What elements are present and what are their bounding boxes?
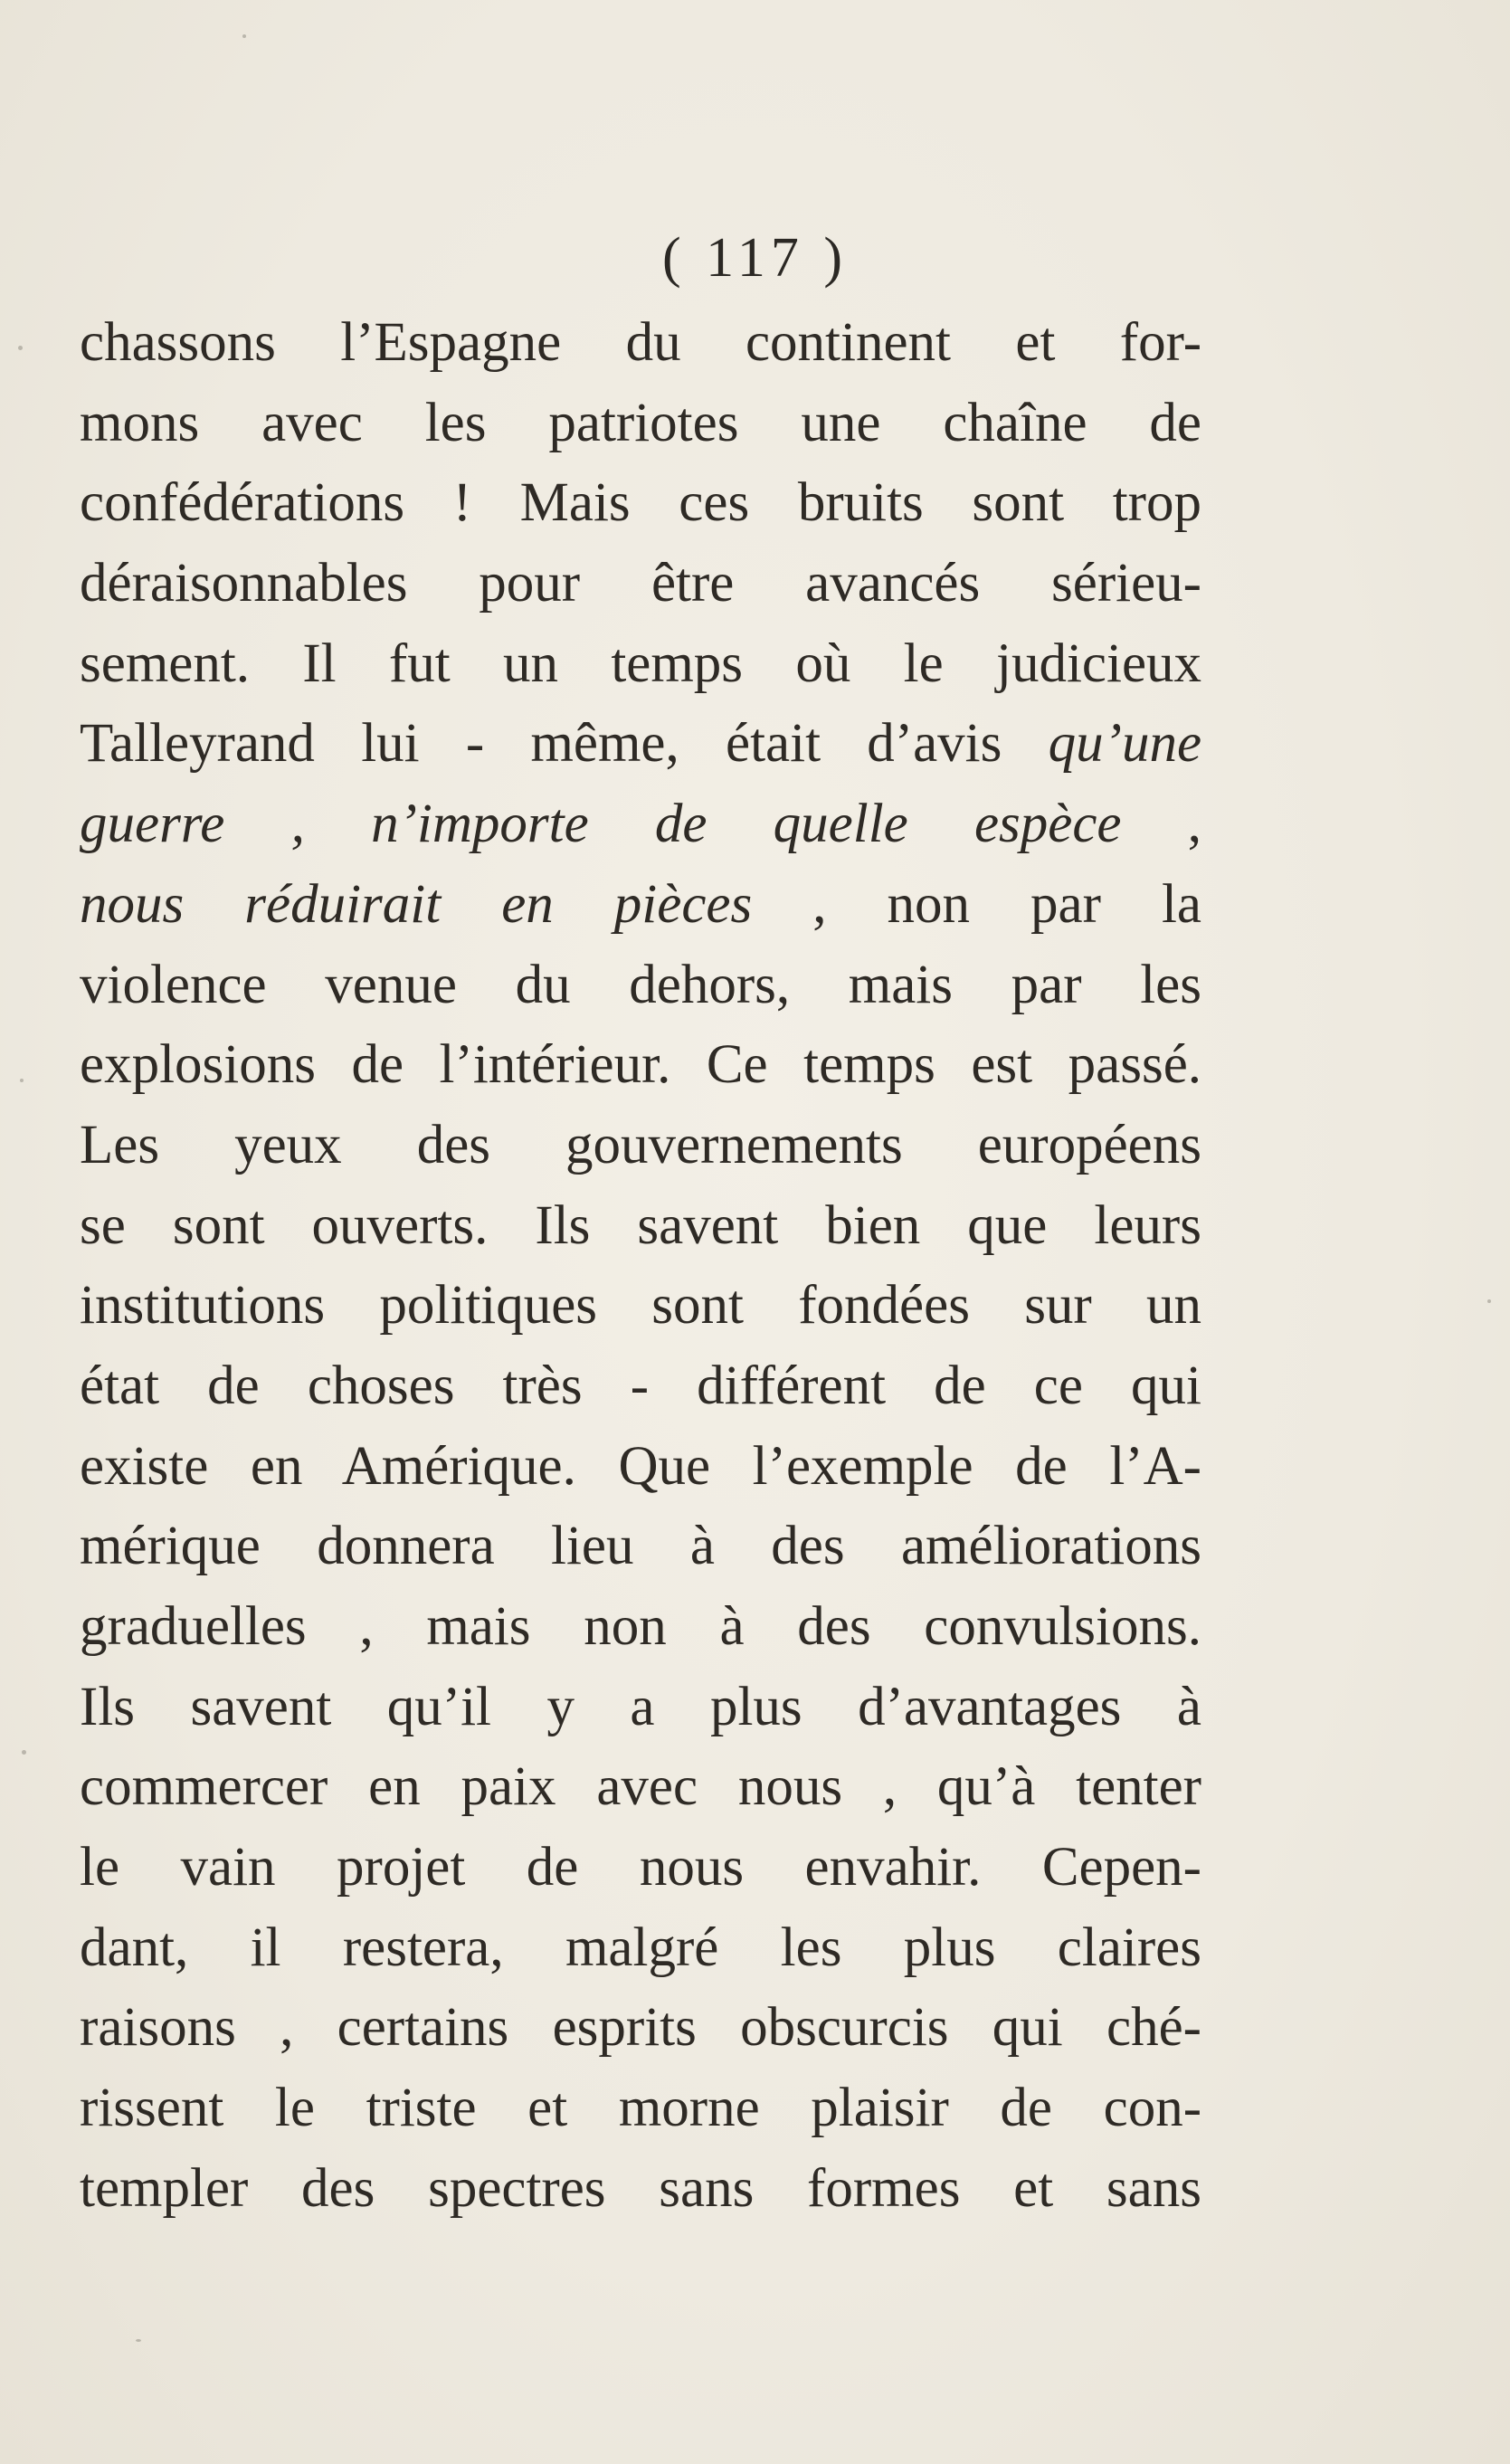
text-segment: , non par la (752, 873, 1201, 935)
text-line (80, 946, 1201, 1026)
text-segment: mérique donnera lieu à des améliorations (80, 1516, 1201, 1577)
text-line (80, 1988, 1201, 2069)
text-segment: se sont ouverts. Ils savent bien que leurs (80, 1194, 1201, 1256)
text-segment: sement. Il fut un temps où le judicieux (80, 633, 1201, 694)
text-line (80, 2069, 1201, 2149)
paper-speck (18, 346, 23, 350)
text-line (80, 865, 1201, 946)
text-segment: , (1121, 794, 1201, 855)
paper-speck (1487, 1299, 1491, 1303)
text-segment: dant, il restera, malgré les plus claires (80, 1917, 1201, 1978)
text-segment: templer des spectres sans formes et sans (80, 2157, 1201, 2219)
text-line (80, 463, 1201, 544)
page-number: ( 117 ) (662, 227, 848, 289)
text-line (80, 1507, 1201, 1587)
text-line (80, 1587, 1201, 1668)
text-line (80, 1668, 1201, 1748)
text-segment: Les yeux des gouvernements européens (80, 1114, 1201, 1175)
body-text (80, 303, 1201, 2230)
text-line (80, 303, 1201, 384)
text-segment: déraisonnables pour être avancés sérieu- (80, 553, 1201, 614)
text-line (80, 384, 1201, 464)
text-segment: existe en Amérique. Que l’exemple de l’A- (80, 1435, 1201, 1497)
text-segment: violence venue du dehors, mais par les (80, 954, 1201, 1015)
text-line (80, 1025, 1201, 1106)
text-segment: mons avec les patriotes une chaîne de (80, 392, 1201, 453)
text-line (80, 704, 1201, 785)
paper-speck (22, 1750, 26, 1755)
text-segment: rissent le triste et morne plaisir de con- (80, 2078, 1201, 2139)
text-segment: le vain projet de nous envahir. Cepen- (80, 1837, 1201, 1898)
text-line (80, 2149, 1201, 2230)
italic-text-segment: nous réduirait en pièces (80, 873, 753, 935)
italic-text-segment: guerre , n’importe de quelle espèce (80, 794, 1122, 855)
text-line (80, 1346, 1201, 1427)
paper-speck (242, 34, 246, 38)
paper-speck (136, 2339, 141, 2342)
text-line (80, 1747, 1201, 1828)
text-segment: Talleyrand lui - même, était d’avis (80, 713, 1049, 775)
text-segment: raisons , certains esprits obscurcis qui ché- (80, 1997, 1201, 2059)
text-line (80, 1828, 1201, 1908)
text-segment: graduelles , mais non à des convulsions. (80, 1596, 1201, 1657)
italic-text-segment: qu’une (1048, 713, 1201, 775)
text-line (80, 1266, 1201, 1346)
paper-speck (20, 1079, 24, 1082)
text-segment: état de choses très - différent de ce qui (80, 1355, 1201, 1416)
text-line (80, 785, 1201, 865)
text-line (80, 1186, 1201, 1267)
text-segment: Ils savent qu’il y a plus d’avantages à (80, 1676, 1201, 1737)
text-segment: explosions de l’intérieur. Ce temps est passé. (80, 1034, 1201, 1096)
text-segment: commercer en paix avec nous , qu’à tenter (80, 1756, 1201, 1818)
text-line (80, 1106, 1201, 1186)
text-segment: confédérations ! Mais ces bruits sont trop (80, 472, 1201, 534)
text-line (80, 1908, 1201, 1989)
text-line (80, 544, 1201, 624)
text-segment: chassons l’Espagne du continent et for- (80, 312, 1201, 373)
text-line (80, 624, 1201, 705)
text-line (80, 1427, 1201, 1508)
text-segment: institutions politiques sont fondées sur un (80, 1275, 1201, 1337)
